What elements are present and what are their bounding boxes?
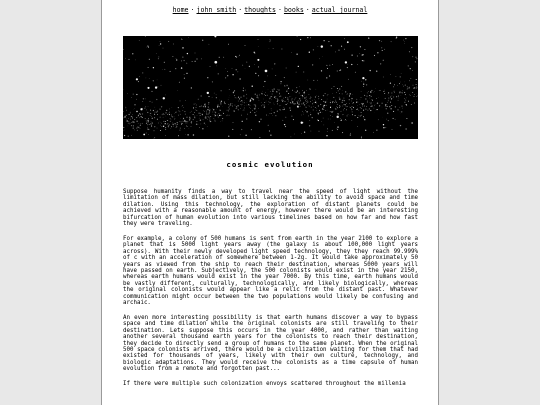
nav-separator: ·: [305, 6, 310, 14]
article-body: [123, 189, 418, 395]
article-paragraph: If there were multiple such colonization envoys scattered throughout the millenia: [123, 380, 406, 387]
nav-link-home[interactable]: home: [172, 6, 189, 14]
nav-separator: ·: [190, 6, 195, 14]
nav-link-actual-journal[interactable]: actual journal: [311, 6, 368, 14]
nav-link-thoughts[interactable]: thoughts: [244, 6, 276, 14]
nav-separator: ·: [238, 6, 243, 14]
starfield-hero-image: [123, 36, 418, 139]
top-nav: [102, 6, 438, 15]
page-column: [101, 0, 439, 405]
article-paragraph: For example, a colony of 500 humans is sent from earth in the year 2100 to explore a planet that is 5000 light years away (the galaxy is about 100,000 light years across). With their newly developed light speed technology, they they reach 99.999% of c with an acceleration of somewhere between 1-2g. It would take approximately 50 years as viewed from the ship to reach their destination, whereas 5000 years will have passed on earth. Subjectively, the 500 colonists would exist in the year 2150, whereas earth humans would exist in the year 7000. By this time, earth humans would be vastly different, culturally, technologically, and likely biologically, whereas the original colonists would appear like a relic from the distant past. Whatever communication might occur between the two populations would likely be confusing and archaic.: [123, 235, 418, 307]
article-title: cosmic evolution: [226, 160, 314, 169]
starfield-svg: [123, 36, 418, 139]
nav-link-books[interactable]: books: [283, 6, 304, 14]
article-paragraph: An even more interesting possibility is that earth humans discover a way to bypass space and time dilation while the original colonists are still traveling to their destination. Lets suppose this occurs in the year 4000, and rather than waiting another several thousand earth years for the colonists to reach their destination, they decide to directly send a group of humans to the same planet. When the original 500 space colonists arrived, there would be a civilization waiting for them that had existed for thousands of years, likely with their own culture, technology, and biologic adaptations. They would receive the colonists as a time capsule of human evolution from a remote and forgotten past...: [123, 314, 418, 373]
nav-separator: ·: [277, 6, 282, 14]
nav-link-john-smith[interactable]: john smith: [196, 6, 237, 14]
article-paragraph: Suppose humanity finds a way to travel near the speed of light without the limitation of mass dilation, but still lacking the ability to avoid space and time dilation. Using this technology, the exploration of distant planets could be achieved with a reasonable amount of energy, however there would be an interesting bifurcation of human evolution into various timelines based on how far and how fast they were traveling.: [123, 189, 418, 228]
